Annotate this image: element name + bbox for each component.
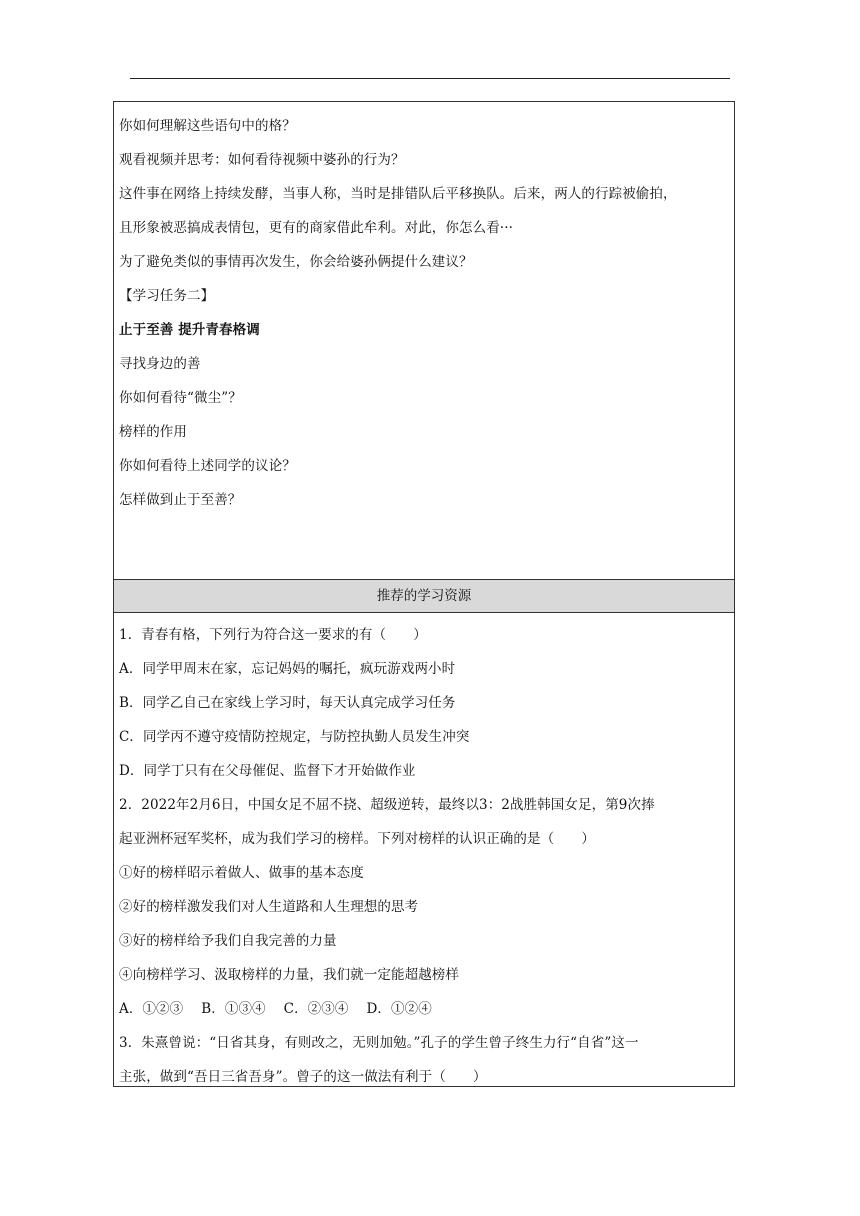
exercise-line: 主张，做到“吾日三省吾身”。曾子的这一做法有利于（ ） [119,1069,487,1085]
study-task-section [114,102,734,580]
exercise-statement: ④向榜样学习、汲取榜样的力量，我们就一定能超越榜样 [119,967,459,983]
question-line: 观看视频并思考：如何看待视频中婆孙的行为？ [119,152,405,168]
exercise-line: 3．朱熹曾说：“日省其身，有则改之，无则加勉。”孔子的学生曾子终生力行“自省”这一 [119,1035,639,1051]
question-line: 为了避免类似的事情再次发生，你会给婆孙俩提什么建议？ [119,254,473,270]
exercise-option: B．同学乙自己在家线上学习时，每天认真完成学习任务 [119,695,456,711]
question-line: 你如何看待“微尘”？ [119,390,242,406]
resources-header: 推荐的学习资源 [114,580,734,613]
paragraph-line: 这件事在网络上持续发酵，当事人称，当时是排错队后平移换队。后来，两人的行踪被偷拍， [119,186,677,202]
exercise-statement: ③好的榜样给予我们自我完善的力量 [119,933,337,949]
activity-line: 榜样的作用 [119,424,187,440]
exercise-option: C．同学丙不遵守疫情防控规定，与防控执勤人员发生冲突 [119,729,470,745]
header-rule [130,78,730,79]
question-line: 怎样做到止于至善？ [119,492,242,508]
question-line: 你如何理解这些语句中的格？ [119,118,296,134]
exercise-line: 1．青春有格，下列行为符合这一要求的有（ ） [119,627,427,643]
exercise-statement: ②好的榜样激发我们对人生道路和人生理想的思考 [119,899,419,915]
exercise-line: 2．2022年2月6日，中国女足不屈不挠、超级逆转，最终以3：2战胜韩国女足，第9次捧 [119,797,655,813]
exercise-line: 起亚洲杯冠军奖杯，成为我们学习的榜样。下列对榜样的认识正确的是（ ） [119,831,595,847]
exercise-options-row: A．①②③ B．①③④ C．②③④ D．①②④ [119,1001,432,1017]
task-subtitle: 止于至善 提升青春格调 [119,322,260,338]
exercise-option: A．同学甲周末在家，忘记妈妈的嘱托，疯玩游戏两小时 [119,661,456,677]
content-table [113,101,735,1087]
paragraph-line: 且形象被恶搞成表情包，更有的商家借此牟利。对此，你怎么看··· [119,220,513,236]
task-heading: 【学习任务二】 [119,288,215,304]
exercise-option: D．同学丁只有在父母催促、监督下才开始做作业 [119,763,416,779]
question-line: 你如何看待上述同学的议论？ [119,458,296,474]
activity-line: 寻找身边的善 [119,356,201,372]
exercise-statement: ①好的榜样昭示着做人、做事的基本态度 [119,865,364,881]
